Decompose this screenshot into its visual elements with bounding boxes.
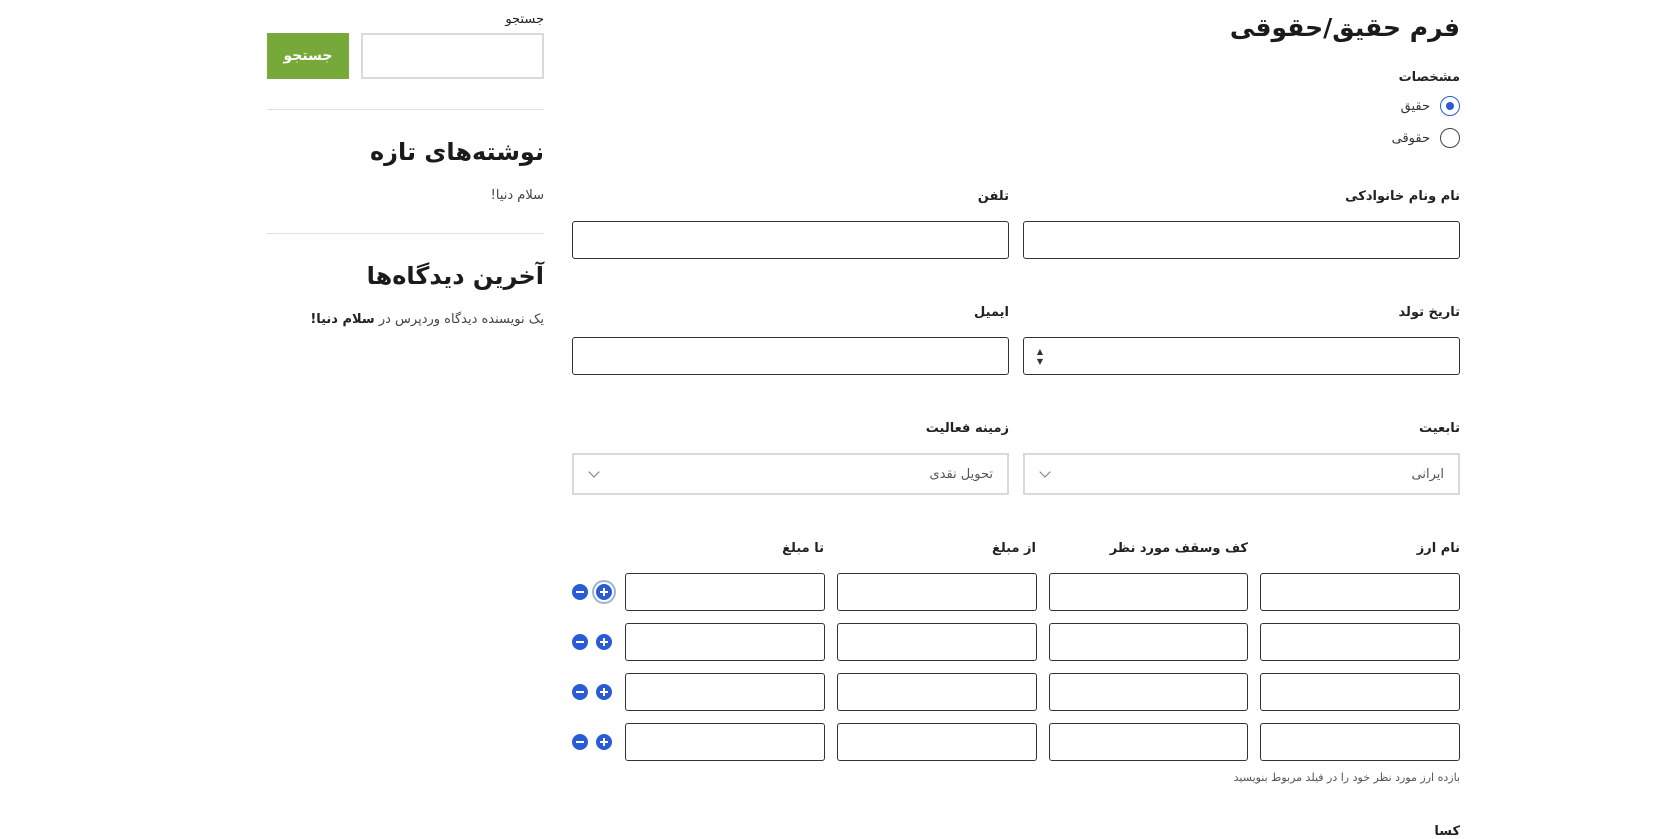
field-row: [572, 305, 1460, 375]
add-row-icon[interactable]: [596, 634, 612, 650]
radio-option-legal[interactable]: [572, 127, 1460, 149]
currency-table: [572, 541, 1460, 784]
date-spinner-icon[interactable]: [1036, 348, 1044, 366]
currency-row: [572, 573, 1460, 611]
chevron-down-icon: [1039, 466, 1050, 477]
currency-row: [572, 673, 1460, 711]
field-row: [572, 189, 1460, 259]
currency-name-input[interactable]: [1260, 723, 1460, 761]
currency-to-input[interactable]: [625, 723, 825, 761]
currency-to-input[interactable]: [625, 573, 825, 611]
email-label: ایمیل: [974, 305, 1009, 320]
currency-from-input[interactable]: [837, 673, 1037, 711]
birth-date-label: تاریخ تولد: [1398, 305, 1460, 320]
currency-from-input[interactable]: [837, 623, 1037, 661]
birth-date-field[interactable]: [1023, 337, 1460, 375]
radio-button[interactable]: [1440, 128, 1460, 148]
activity-label: زمینه فعالیت: [925, 421, 1009, 436]
form-title: فرم حقیق/حقوقی: [1229, 13, 1460, 42]
form-container: [572, 10, 1460, 839]
field-row: [572, 421, 1460, 495]
currency-range-input[interactable]: [1049, 623, 1249, 661]
search-input[interactable]: [361, 33, 544, 79]
comment-author-text: یک نویسنده دیدگاه وردپرس در: [374, 312, 544, 327]
search-button[interactable]: جستجو: [267, 33, 349, 79]
chevron-down-icon: [588, 466, 599, 477]
nationality-label: تابعیت: [1418, 421, 1460, 436]
remove-row-icon[interactable]: [572, 634, 588, 650]
currency-header-row: [572, 541, 1460, 561]
currency-header-from: از مبلغ: [991, 541, 1036, 556]
row-actions: [572, 684, 612, 700]
sidebar: [267, 12, 544, 327]
recent-posts-title: نوشته‌های تازه: [369, 138, 544, 166]
radio-option-real[interactable]: [572, 95, 1460, 117]
currency-row: [572, 723, 1460, 761]
add-row-icon[interactable]: [596, 734, 612, 750]
row-actions: [572, 584, 612, 600]
currency-to-input[interactable]: [625, 623, 825, 661]
radio-label: حقوقی: [1391, 130, 1430, 146]
section-label: مشخصات: [1398, 70, 1460, 85]
next-section-label: کسا: [1434, 824, 1460, 839]
remove-row-icon[interactable]: [572, 684, 588, 700]
add-row-icon[interactable]: [596, 684, 612, 700]
remove-row-icon[interactable]: [572, 734, 588, 750]
recent-post-link[interactable]: سلام دنیا!: [490, 188, 544, 203]
currency-name-input[interactable]: [1260, 673, 1460, 711]
currency-name-input[interactable]: [1260, 573, 1460, 611]
row-actions: [572, 634, 612, 650]
search-label: جستجو: [505, 12, 544, 27]
remove-row-icon[interactable]: [572, 584, 588, 600]
chevron-down-icon: ▼: [1036, 357, 1044, 366]
currency-row: [572, 623, 1460, 661]
currency-to-input[interactable]: [625, 673, 825, 711]
currency-range-input[interactable]: [1049, 573, 1249, 611]
currency-help-text: بازده ارز مورد نظر خود را در فیلد مربوط بنویسید: [1233, 771, 1460, 784]
nationality-select[interactable]: [1023, 453, 1460, 495]
currency-header-range: کف وسقف مورد نظر: [1109, 541, 1248, 556]
phone-label: تلفن: [977, 189, 1009, 204]
sidebar-divider: [267, 109, 544, 110]
add-row-icon[interactable]: [596, 584, 612, 600]
currency-range-input[interactable]: [1049, 723, 1249, 761]
chevron-up-icon: ▲: [1036, 347, 1044, 356]
currency-from-input[interactable]: [837, 573, 1037, 611]
currency-range-input[interactable]: [1049, 673, 1249, 711]
full-name-label: نام ونام خانوادکی: [1345, 189, 1460, 204]
currency-header-to: تا مبلغ: [782, 541, 824, 556]
radio-button[interactable]: [1440, 96, 1460, 116]
radio-label: حقیق: [1400, 98, 1430, 114]
phone-field[interactable]: [572, 221, 1009, 259]
currency-name-input[interactable]: [1260, 623, 1460, 661]
email-field[interactable]: [572, 337, 1009, 375]
activity-value: تحویل نقدی: [929, 466, 993, 482]
currency-from-input[interactable]: [837, 723, 1037, 761]
nationality-value: ایرانی: [1411, 466, 1444, 482]
recent-comment-item: [267, 312, 544, 327]
radio-selected-dot: [1446, 102, 1454, 110]
sidebar-divider: [267, 233, 544, 234]
activity-select[interactable]: [572, 453, 1009, 495]
full-name-field[interactable]: [1023, 221, 1460, 259]
recent-comments-title: آخرین دیدگاه‌ها: [366, 262, 544, 290]
row-actions: [572, 734, 612, 750]
currency-header-name: نام ارز: [1416, 541, 1460, 556]
search-form: [267, 33, 544, 79]
comment-post-link[interactable]: سلام دنیا!: [310, 312, 375, 327]
